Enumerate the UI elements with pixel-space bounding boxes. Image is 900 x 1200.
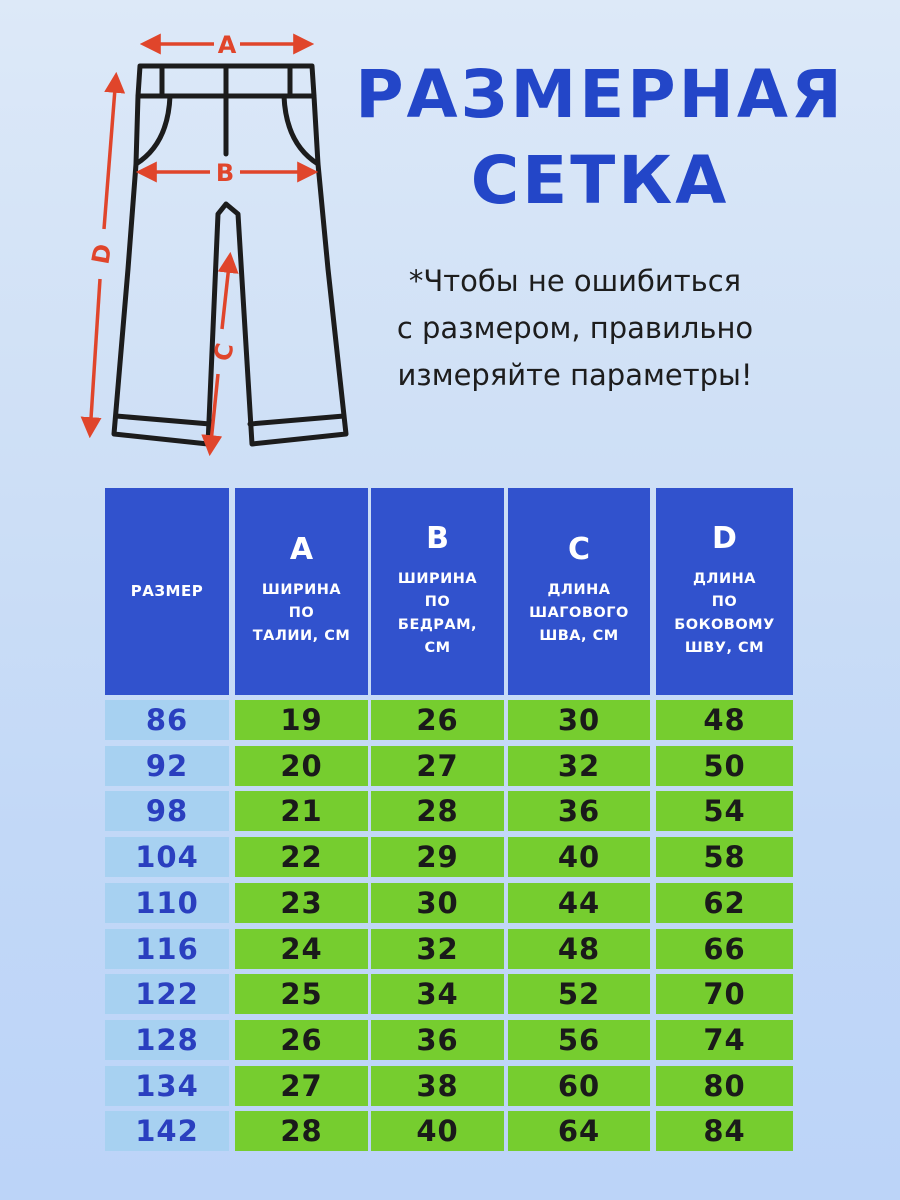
table-cell-d: 80 xyxy=(656,1066,793,1106)
table-cell-c: 30 xyxy=(508,700,650,740)
note-line: *Чтобы не ошибиться xyxy=(408,264,742,298)
table-cell-size: 92 xyxy=(105,746,229,786)
table-cell-d: 58 xyxy=(656,837,793,877)
table-cell-b: 36 xyxy=(371,1020,504,1060)
table-cell-size: 116 xyxy=(105,929,229,969)
table-cell-size: 128 xyxy=(105,1020,229,1060)
table-cell-d: 70 xyxy=(656,974,793,1014)
title-line-2: СЕТКА xyxy=(470,142,730,219)
table-cell-c: 48 xyxy=(508,929,650,969)
header-desc-d: ДЛИНА ПО БОКОВОМУ ШВУ, СМ xyxy=(674,570,775,656)
title-line-1: РАЗМЕРНАЯ xyxy=(355,56,845,133)
header-col-d: D ДЛИНА ПО БОКОВОМУ ШВУ, СМ xyxy=(656,488,793,695)
table-cell-c: 52 xyxy=(508,974,650,1014)
table-cell-a: 23 xyxy=(235,883,368,923)
table-cell-b: 34 xyxy=(371,974,504,1014)
header-desc-a: ШИРИНА ПО ТАЛИИ, СМ xyxy=(252,582,351,644)
measure-note xyxy=(340,258,810,399)
table-cell-size: 104 xyxy=(105,837,229,877)
pants-outline xyxy=(114,66,346,444)
header-col-b: B ШИРИНА ПО БЕДРАМ, СМ xyxy=(371,488,504,695)
label-b: B xyxy=(215,159,235,187)
table-cell-d: 50 xyxy=(656,746,793,786)
label-d: D xyxy=(86,241,118,267)
header-desc-b: ШИРИНА ПО БЕДРАМ, СМ xyxy=(397,570,478,656)
note-line: измеряйте параметры! xyxy=(397,358,753,392)
table-cell-a: 28 xyxy=(235,1111,368,1151)
table-cell-c: 56 xyxy=(508,1020,650,1060)
table-cell-c: 44 xyxy=(508,883,650,923)
header-col-c: C ДЛИНА ШАГОВОГО ШВА, СМ xyxy=(508,488,650,695)
table-cell-a: 27 xyxy=(235,1066,368,1106)
pants-measurement-diagram xyxy=(78,24,368,464)
table-cell-d: 66 xyxy=(656,929,793,969)
table-cell-c: 32 xyxy=(508,746,650,786)
label-a: A xyxy=(217,31,237,59)
table-cell-a: 22 xyxy=(235,837,368,877)
table-cell-b: 40 xyxy=(371,1111,504,1151)
table-cell-d: 84 xyxy=(656,1111,793,1151)
table-cell-b: 30 xyxy=(371,883,504,923)
note-line: с размером, правильно xyxy=(396,311,754,345)
table-cell-a: 19 xyxy=(235,700,368,740)
table-cell-size: 110 xyxy=(105,883,229,923)
table-cell-b: 26 xyxy=(371,700,504,740)
table-cell-size: 122 xyxy=(105,974,229,1014)
header-col-a: A ШИРИНА ПО ТАЛИИ, СМ xyxy=(235,488,368,695)
table-cell-b: 29 xyxy=(371,837,504,877)
table-cell-b: 32 xyxy=(371,929,504,969)
table-cell-b: 28 xyxy=(371,791,504,831)
table-cell-a: 21 xyxy=(235,791,368,831)
table-cell-a: 20 xyxy=(235,746,368,786)
table-cell-d: 62 xyxy=(656,883,793,923)
table-cell-c: 64 xyxy=(508,1111,650,1151)
table-cell-a: 24 xyxy=(235,929,368,969)
measurement-arrows xyxy=(90,44,314,452)
table-cell-d: 54 xyxy=(656,791,793,831)
table-cell-size: 98 xyxy=(105,791,229,831)
table-cell-size: 134 xyxy=(105,1066,229,1106)
table-cell-a: 25 xyxy=(235,974,368,1014)
table-cell-size: 86 xyxy=(105,700,229,740)
table-cell-c: 40 xyxy=(508,837,650,877)
table-cell-size: 142 xyxy=(105,1111,229,1151)
header-size: РАЗМЕР xyxy=(105,488,229,695)
table-cell-d: 48 xyxy=(656,700,793,740)
table-cell-c: 60 xyxy=(508,1066,650,1106)
table-cell-c: 36 xyxy=(508,791,650,831)
header-desc-c: ДЛИНА ШАГОВОГО ШВА, СМ xyxy=(529,582,629,644)
table-cell-b: 38 xyxy=(371,1066,504,1106)
table-cell-d: 74 xyxy=(656,1020,793,1060)
table-cell-b: 27 xyxy=(371,746,504,786)
label-c: C xyxy=(208,340,240,364)
table-cell-a: 26 xyxy=(235,1020,368,1060)
